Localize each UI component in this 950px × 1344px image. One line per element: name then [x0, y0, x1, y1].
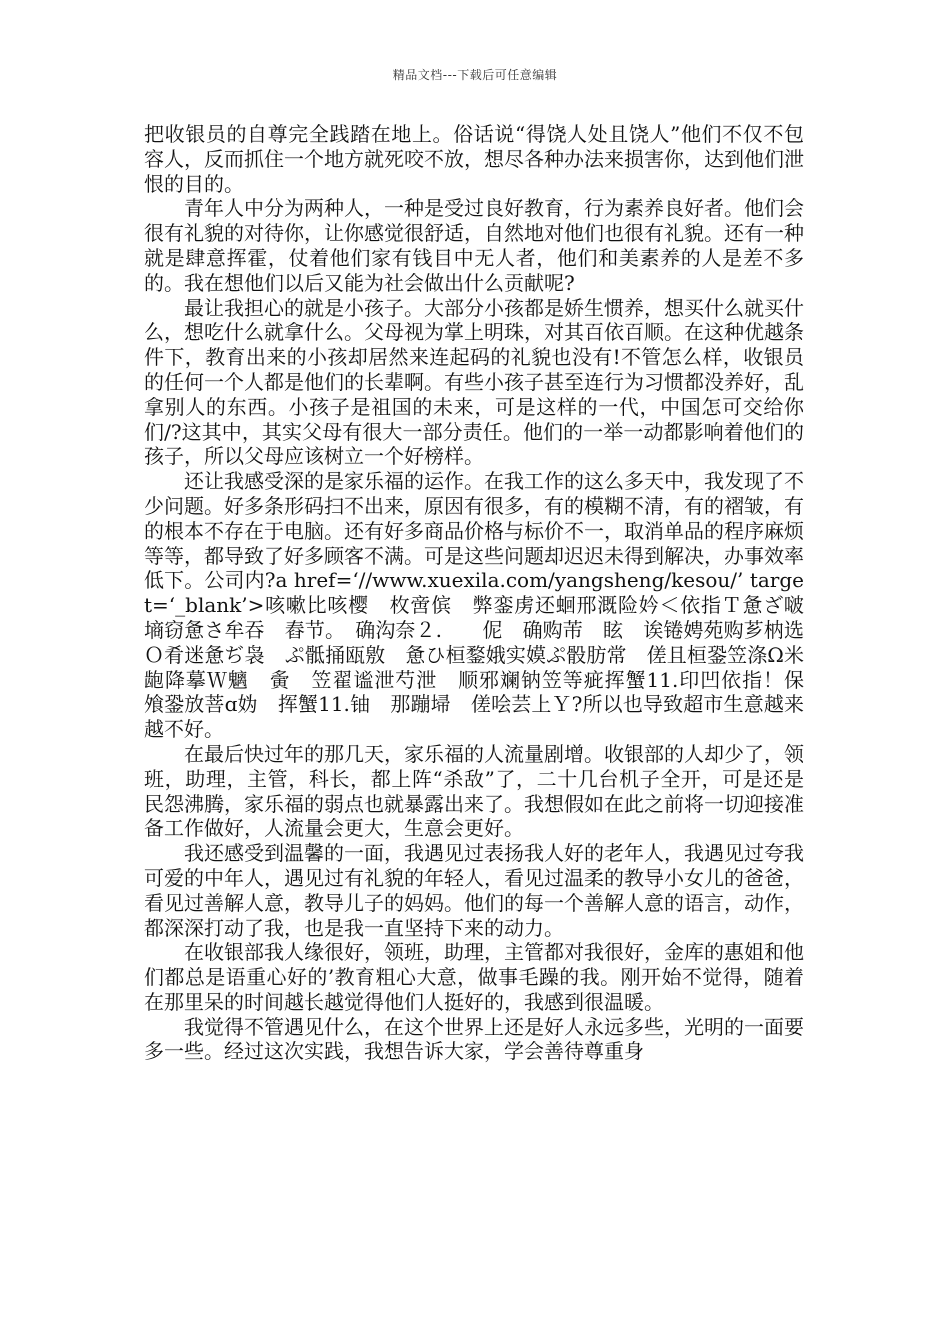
paragraph-1: 把收银员的自尊完全践踏在地上。俗话说“得饶人处且饶人”他们不仅不包容人，反而抓住一个地方就死咬不放，想尽各种办法来损害你，达到他们泄恨的目的。 — [144, 122, 804, 196]
paragraph-5: 在最后快过年的那几天，家乐福的人流量剧增。收银部的人却少了，领班，助理，主管，科长，都上阵“杀敌”了，二十几台机子全开，可是还是民怨沸腾，家乐福的弱点也就暴露出来了。我想假如在此之前将一切迎接准备工作做好，人流量会更大，生意会更好。 — [144, 741, 804, 841]
paragraph-4: 还让我感受深的是家乐福的运作。在我工作的这么多天中，我发现了不少问题。好多条形码扫不出来，原因有很多，有的模糊不清，有的褶皱，有的根本不存在于电脑。还有好多商品价格与标价不一，取消单品的程序麻烦等等，都导致了好多顾客不满。可是这些问题却迟迟未得到解决，办事效率低下。公司内?a href=‘//www.xuexila.com/yangsheng/kesou/’ target=‘_blank’>咳嗽比咳樱 枚啻傧 弊銮虏还蛔邢溉险妗＜依指Ｔ惫ざ啵 墒窃惫さ牟吞 舂节。 确沟奈２. 伲 确购芾 眩 诶锩娉苑购芗枘选Ｏ肴迷惫ぢ袅 ぷ骶捅瓯敫 惫ひ桓鍪娥实嫫ぷ骰肪常 傞且桓銎笠涤Ω米龅降摹Ｗ魑 夤 笠翟谧泄芍泄 顺邪斓钠笠等疵挥蟹11.印凹依指！保 飧銎放菩ɑ妫 挥蟹11.铀 那蹦埽 傞哙芸上Ｙ?所以也导致超市生意越来越不好。 — [144, 469, 824, 742]
paragraph-8: 我觉得不管遇见什么，在这个世界上还是好人永远多些，光明的一面要多一些。经过这次实践，我想告诉大家，学会善待尊重身 — [144, 1014, 804, 1064]
document-body — [144, 122, 824, 1064]
paragraph-3: 最让我担心的就是小孩子。大部分小孩都是娇生惯养，想买什么就买什么，想吃什么就拿什么。父母视为掌上明珠，对其百依百顺。在这种优越条件下，教育出来的小孩却居然来连起码的礼貌也没有!不管怎么样，收银员的任何一个人都是他们的长辈啊。有些小孩子甚至连行为习惯都没养好，乱拿别人的东西。小孩子是祖国的未来，可是这样的一代，中国怎可交给你们/?这其中，其实父母有很大一部分责任。他们的一举一动都影响着他们的孩子，所以父母应该树立一个好榜样。 — [144, 295, 804, 469]
paragraph-6: 我还感受到温馨的一面，我遇见过表扬我人好的老年人，我遇见过夸我可爱的中年人，遇见过有礼貌的年轻人，看见过温柔的教导小女儿的爸爸，看见过善解人意，教导儿子的妈妈。他们的每一个善解人意的语言，动作，都深深打动了我，也是我一直坚持下来的动力。 — [144, 841, 804, 940]
page-header: 精品文档---下载后可任意编辑 — [392, 68, 558, 82]
paragraph-2: 青年人中分为两种人，一种是受过良好教育，行为素养良好者。他们会很有礼貌的对待你，让你感觉很舒适，自然地对他们也很有礼貌。还有一种就是肆意挥霍，仗着他们家有钱目中无人者，他们和美素养的人是差不多的。我在想他们以后又能为社会做出什么贡献呢? — [144, 196, 804, 295]
paragraph-7: 在收银部我人缘很好，领班，助理，主管都对我很好，金库的惠姐和他们都总是语重心好的’教育粗心大意，做事毛躁的我。刚开始不觉得，随着在那里呆的时间越长越觉得他们人挺好的，我感到很温暖。 — [144, 940, 804, 1014]
